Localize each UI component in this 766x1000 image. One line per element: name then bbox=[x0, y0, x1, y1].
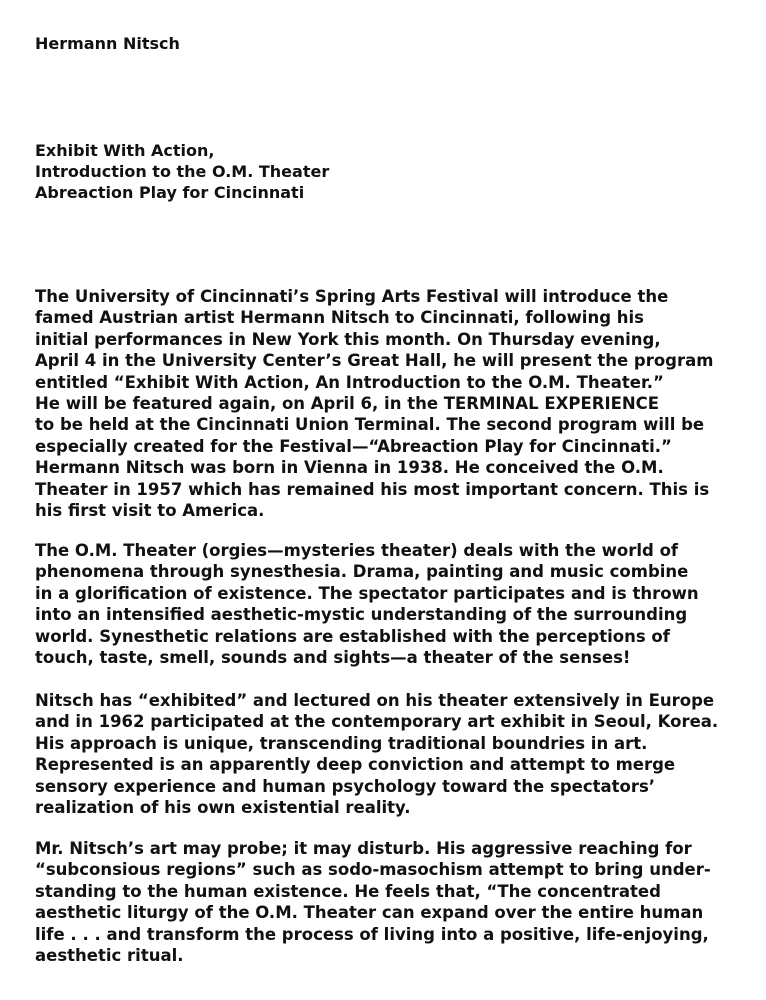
text-line: Theater in 1957 which has remained his most important concern. This is bbox=[35, 479, 710, 499]
text-line: famed Austrian artist Hermann Nitsch to Cincinnati, following his bbox=[35, 308, 644, 328]
text-line: in a glorification of existence. The spectator participates and is thrown bbox=[35, 583, 699, 603]
text-line: touch, taste, smell, sounds and sights—a theater of the senses! bbox=[35, 648, 631, 668]
text-line: standing to the human existence. He feels that, “The concentrated bbox=[35, 881, 661, 901]
text-line: Mr. Nitsch’s art may probe; it may disturb. His aggressive reaching for bbox=[35, 839, 692, 858]
text-line: Hermann Nitsch was born in Vienna in 1938. He conceived the O.M. bbox=[35, 458, 664, 478]
text-line: phenomena through synesthesia. Drama, painting and music combine bbox=[35, 562, 689, 582]
text-line: “subconsious regions” such as sodo-masochism attempt to bring under- bbox=[35, 860, 711, 880]
text-line: Nitsch has “exhibited” and lectured on his theater extensively in Europe bbox=[35, 691, 715, 710]
program-titles bbox=[35, 140, 329, 203]
text-line: April 4 in the University Center’s Great Hall, he will present the program bbox=[35, 351, 714, 371]
paragraph-festival-intro bbox=[35, 286, 713, 521]
text-line: entitled “Exhibit With Action, An Introduction to the O.M. Theater.” bbox=[35, 372, 664, 392]
text-line: He will be featured again, on April 6, in the TERMINAL EXPERIENCE bbox=[35, 394, 660, 414]
text-line: The University of Cincinnati’s Spring Arts Festival will introduce the bbox=[35, 287, 669, 306]
text-line: especially created for the Festival—“Abreaction Play for Cincinnati.” bbox=[35, 436, 672, 456]
text-line: realization of his own existential reality. bbox=[35, 798, 411, 818]
text-line: aesthetic liturgy of the O.M. Theater can expand over the entire human bbox=[35, 903, 704, 923]
text-line: His approach is unique, transcending traditional boundries in art. bbox=[35, 733, 648, 753]
paragraph-exhibitions bbox=[35, 690, 718, 818]
text-line: into an intensified aesthetic-mystic understanding of the surrounding bbox=[35, 605, 688, 625]
text-line: initial performances in New York this month. On Thursday evening, bbox=[35, 329, 661, 349]
text-line: and in 1962 participated at the contemporary art exhibit in Seoul, Korea. bbox=[35, 712, 719, 732]
text-line: Represented is an apparently deep conviction and attempt to merge bbox=[35, 755, 676, 775]
text-line: world. Synesthetic relations are established with the perceptions of bbox=[35, 626, 670, 646]
text-line: to be held at the Cincinnati Union Terminal. The second program will be bbox=[35, 415, 705, 435]
text-line: aesthetic ritual. bbox=[35, 946, 184, 966]
text-line: life . . . and transform the process of living into a positive, life-enjoying, bbox=[35, 924, 709, 944]
text-line: The O.M. Theater (orgies—mysteries theater) deals with the world of bbox=[35, 541, 679, 560]
paragraph-art-approach bbox=[35, 838, 711, 966]
author-name: Hermann Nitsch bbox=[35, 34, 180, 53]
program-title-line: Abreaction Play for Cincinnati bbox=[35, 183, 305, 202]
program-title-line: Introduction to the O.M. Theater bbox=[35, 162, 330, 181]
program-title-line: Exhibit With Action, bbox=[35, 141, 215, 160]
text-line: sensory experience and human psychology toward the spectators’ bbox=[35, 776, 656, 796]
text-line: his first visit to America. bbox=[35, 501, 265, 521]
paragraph-om-theater bbox=[35, 540, 699, 668]
